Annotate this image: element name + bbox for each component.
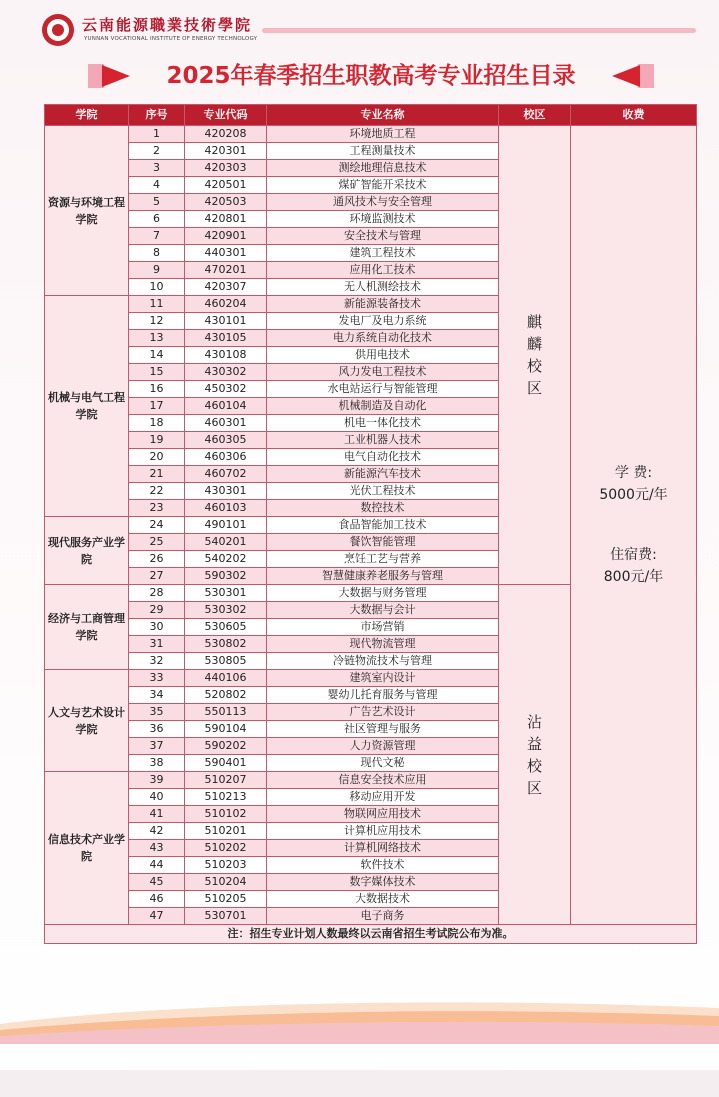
major-name: 建筑工程技术	[267, 245, 499, 262]
major-name: 机械制造及自动化	[267, 398, 499, 415]
major-code: 530802	[185, 636, 267, 653]
major-code: 530605	[185, 619, 267, 636]
major-name: 数字媒体技术	[267, 874, 499, 891]
major-code: 510202	[185, 840, 267, 857]
college-cell: 人文与艺术设计学院	[45, 670, 129, 772]
major-name: 电子商务	[267, 908, 499, 925]
major-name: 发电厂及电力系统	[267, 313, 499, 330]
major-name: 移动应用开发	[267, 789, 499, 806]
major-name: 光伏工程技术	[267, 483, 499, 500]
major-code: 440106	[185, 670, 267, 687]
major-name: 环境监测技术	[267, 211, 499, 228]
header-divider	[262, 28, 696, 33]
major-name: 建筑室内设计	[267, 670, 499, 687]
major-code: 430108	[185, 347, 267, 364]
row-number: 28	[129, 585, 185, 602]
major-code: 460301	[185, 415, 267, 432]
row-number: 19	[129, 432, 185, 449]
major-code: 540202	[185, 551, 267, 568]
bottom-band	[0, 1070, 719, 1097]
major-name: 电气自动化技术	[267, 449, 499, 466]
row-number: 30	[129, 619, 185, 636]
major-code: 460104	[185, 398, 267, 415]
row-number: 26	[129, 551, 185, 568]
major-code: 590202	[185, 738, 267, 755]
row-number: 39	[129, 772, 185, 789]
major-name: 婴幼儿托育服务与管理	[267, 687, 499, 704]
major-name: 工业机器人技术	[267, 432, 499, 449]
row-number: 34	[129, 687, 185, 704]
major-name: 风力发电工程技术	[267, 364, 499, 381]
major-code: 550113	[185, 704, 267, 721]
major-code: 420208	[185, 126, 267, 143]
right-arrow-icon	[606, 62, 654, 90]
row-number: 29	[129, 602, 185, 619]
major-name: 新能源装备技术	[267, 296, 499, 313]
row-number: 11	[129, 296, 185, 313]
college-cell: 机械与电气工程学院	[45, 296, 129, 517]
major-code: 590104	[185, 721, 267, 738]
major-name: 数控技术	[267, 500, 499, 517]
major-code: 510204	[185, 874, 267, 891]
major-name: 计算机应用技术	[267, 823, 499, 840]
major-code: 460306	[185, 449, 267, 466]
major-code: 430105	[185, 330, 267, 347]
major-table	[44, 104, 697, 944]
major-code: 450302	[185, 381, 267, 398]
row-number: 37	[129, 738, 185, 755]
major-code: 590302	[185, 568, 267, 585]
row-number: 12	[129, 313, 185, 330]
row-number: 5	[129, 194, 185, 211]
college-cell: 现代服务产业学院	[45, 517, 129, 585]
row-number: 43	[129, 840, 185, 857]
major-name: 社区管理与服务	[267, 721, 499, 738]
major-code: 420801	[185, 211, 267, 228]
major-code: 530701	[185, 908, 267, 925]
row-number: 15	[129, 364, 185, 381]
major-code: 460103	[185, 500, 267, 517]
col-header-campus: 校区	[499, 105, 571, 126]
campus-char: 益	[526, 734, 542, 753]
major-name: 新能源汽车技术	[267, 466, 499, 483]
major-name: 水电站运行与智能管理	[267, 381, 499, 398]
school-logo-icon	[42, 14, 74, 46]
row-number: 24	[129, 517, 185, 534]
major-code: 420307	[185, 279, 267, 296]
title-row	[0, 58, 719, 94]
major-code: 420501	[185, 177, 267, 194]
major-name: 烹饪工艺与营养	[267, 551, 499, 568]
major-name: 计算机网络技术	[267, 840, 499, 857]
major-name: 测绘地理信息技术	[267, 160, 499, 177]
row-number: 23	[129, 500, 185, 517]
major-name: 安全技术与管理	[267, 228, 499, 245]
major-name: 食品智能加工技术	[267, 517, 499, 534]
row-number: 8	[129, 245, 185, 262]
row-number: 38	[129, 755, 185, 772]
major-code: 420901	[185, 228, 267, 245]
major-name: 大数据技术	[267, 891, 499, 908]
campus-char: 区	[526, 379, 542, 397]
major-name: 餐饮智能管理	[267, 534, 499, 551]
major-code: 520802	[185, 687, 267, 704]
row-number: 31	[129, 636, 185, 653]
left-arrow-icon	[88, 62, 136, 90]
row-number: 22	[129, 483, 185, 500]
decorative-swoosh	[0, 994, 719, 1044]
major-name: 无人机测绘技术	[267, 279, 499, 296]
major-name: 物联网应用技术	[267, 806, 499, 823]
row-number: 21	[129, 466, 185, 483]
campus-char: 区	[526, 778, 542, 797]
major-code: 420303	[185, 160, 267, 177]
row-number: 41	[129, 806, 185, 823]
major-name: 供用电技术	[267, 347, 499, 364]
major-name: 现代文秘	[267, 755, 499, 772]
fee-spacer	[571, 506, 696, 544]
major-code: 510201	[185, 823, 267, 840]
major-code: 430302	[185, 364, 267, 381]
campus-char: 校	[526, 357, 542, 375]
fee-cell	[571, 126, 697, 925]
major-name: 煤矿智能开采技术	[267, 177, 499, 194]
major-name: 广告艺术设计	[267, 704, 499, 721]
col-header-no: 序号	[129, 105, 185, 126]
row-number: 47	[129, 908, 185, 925]
col-header-major: 专业名称	[267, 105, 499, 126]
row-number: 33	[129, 670, 185, 687]
major-code: 440301	[185, 245, 267, 262]
row-number: 14	[129, 347, 185, 364]
major-code: 530805	[185, 653, 267, 670]
col-header-college: 学院	[45, 105, 129, 126]
major-code: 430101	[185, 313, 267, 330]
major-name: 工程测量技术	[267, 143, 499, 160]
row-number: 17	[129, 398, 185, 415]
major-code: 430301	[185, 483, 267, 500]
major-code: 460702	[185, 466, 267, 483]
major-code: 460305	[185, 432, 267, 449]
campus-char: 麒	[526, 313, 542, 331]
major-name: 电力系统自动化技术	[267, 330, 499, 347]
dorm-value: 800元/年	[603, 569, 664, 585]
major-name: 信息安全技术应用	[267, 772, 499, 789]
major-code: 510102	[185, 806, 267, 823]
row-number: 3	[129, 160, 185, 177]
campus-char: 校	[526, 756, 542, 775]
major-name: 机电一体化技术	[267, 415, 499, 432]
row-number: 42	[129, 823, 185, 840]
school-name-en: YUNNAN VOCATIONAL INSTITUTE OF ENERGY TECHNOLOGY	[84, 36, 258, 42]
row-number: 25	[129, 534, 185, 551]
major-name: 人力资源管理	[267, 738, 499, 755]
row-number: 7	[129, 228, 185, 245]
major-code: 420301	[185, 143, 267, 160]
college-cell: 资源与环境工程学院	[45, 126, 129, 296]
dorm-label: 住宿费:	[610, 547, 657, 563]
major-name: 环境地质工程	[267, 126, 499, 143]
row-number: 27	[129, 568, 185, 585]
row-number: 40	[129, 789, 185, 806]
col-header-code: 专业代码	[185, 105, 267, 126]
col-header-fee: 收费	[571, 105, 697, 126]
campus-char: 麟	[526, 335, 542, 353]
page-title: 2025年春季招生职教高考专业招生目录	[166, 63, 576, 89]
note-text: 注：招生专业计划人数最终以云南省招生考试院公布为准。	[45, 925, 697, 944]
row-number: 13	[129, 330, 185, 347]
tuition-value: 5000元/年	[599, 487, 668, 503]
major-name: 大数据与财务管理	[267, 585, 499, 602]
major-name: 通风技术与安全管理	[267, 194, 499, 211]
college-cell: 经济与工商管理学院	[45, 585, 129, 670]
major-code: 530301	[185, 585, 267, 602]
row-number: 36	[129, 721, 185, 738]
table-row	[45, 126, 697, 143]
row-number: 32	[129, 653, 185, 670]
row-number: 45	[129, 874, 185, 891]
major-code: 470201	[185, 262, 267, 279]
row-number: 1	[129, 126, 185, 143]
campus-char: 沾	[526, 712, 542, 731]
row-number: 6	[129, 211, 185, 228]
major-code: 540201	[185, 534, 267, 551]
major-name: 智慧健康养老服务与管理	[267, 568, 499, 585]
row-number: 10	[129, 279, 185, 296]
row-number: 4	[129, 177, 185, 194]
major-name: 市场营销	[267, 619, 499, 636]
major-code: 510207	[185, 772, 267, 789]
table-body	[45, 126, 697, 944]
major-code: 420503	[185, 194, 267, 211]
row-number: 35	[129, 704, 185, 721]
college-cell: 信息技术产业学院	[45, 772, 129, 925]
row-number: 44	[129, 857, 185, 874]
major-code: 510205	[185, 891, 267, 908]
major-name: 冷链物流技术与管理	[267, 653, 499, 670]
major-code: 590401	[185, 755, 267, 772]
major-code: 460204	[185, 296, 267, 313]
header	[0, 0, 719, 56]
row-number: 18	[129, 415, 185, 432]
school-name-cn: 云南能源職業技術學院	[82, 16, 253, 34]
row-number: 9	[129, 262, 185, 279]
major-code: 490101	[185, 517, 267, 534]
row-number: 16	[129, 381, 185, 398]
note-row	[45, 925, 697, 944]
campus-qilin	[499, 126, 571, 585]
table-header-row	[45, 105, 697, 126]
major-code: 510213	[185, 789, 267, 806]
campus-zhanyi	[499, 585, 571, 925]
row-number: 46	[129, 891, 185, 908]
major-code: 510203	[185, 857, 267, 874]
tuition-label: 学 费:	[614, 465, 653, 481]
major-code: 530302	[185, 602, 267, 619]
major-name: 大数据与会计	[267, 602, 499, 619]
major-name: 应用化工技术	[267, 262, 499, 279]
row-number: 2	[129, 143, 185, 160]
major-name: 现代物流管理	[267, 636, 499, 653]
row-number: 20	[129, 449, 185, 466]
major-name: 软件技术	[267, 857, 499, 874]
